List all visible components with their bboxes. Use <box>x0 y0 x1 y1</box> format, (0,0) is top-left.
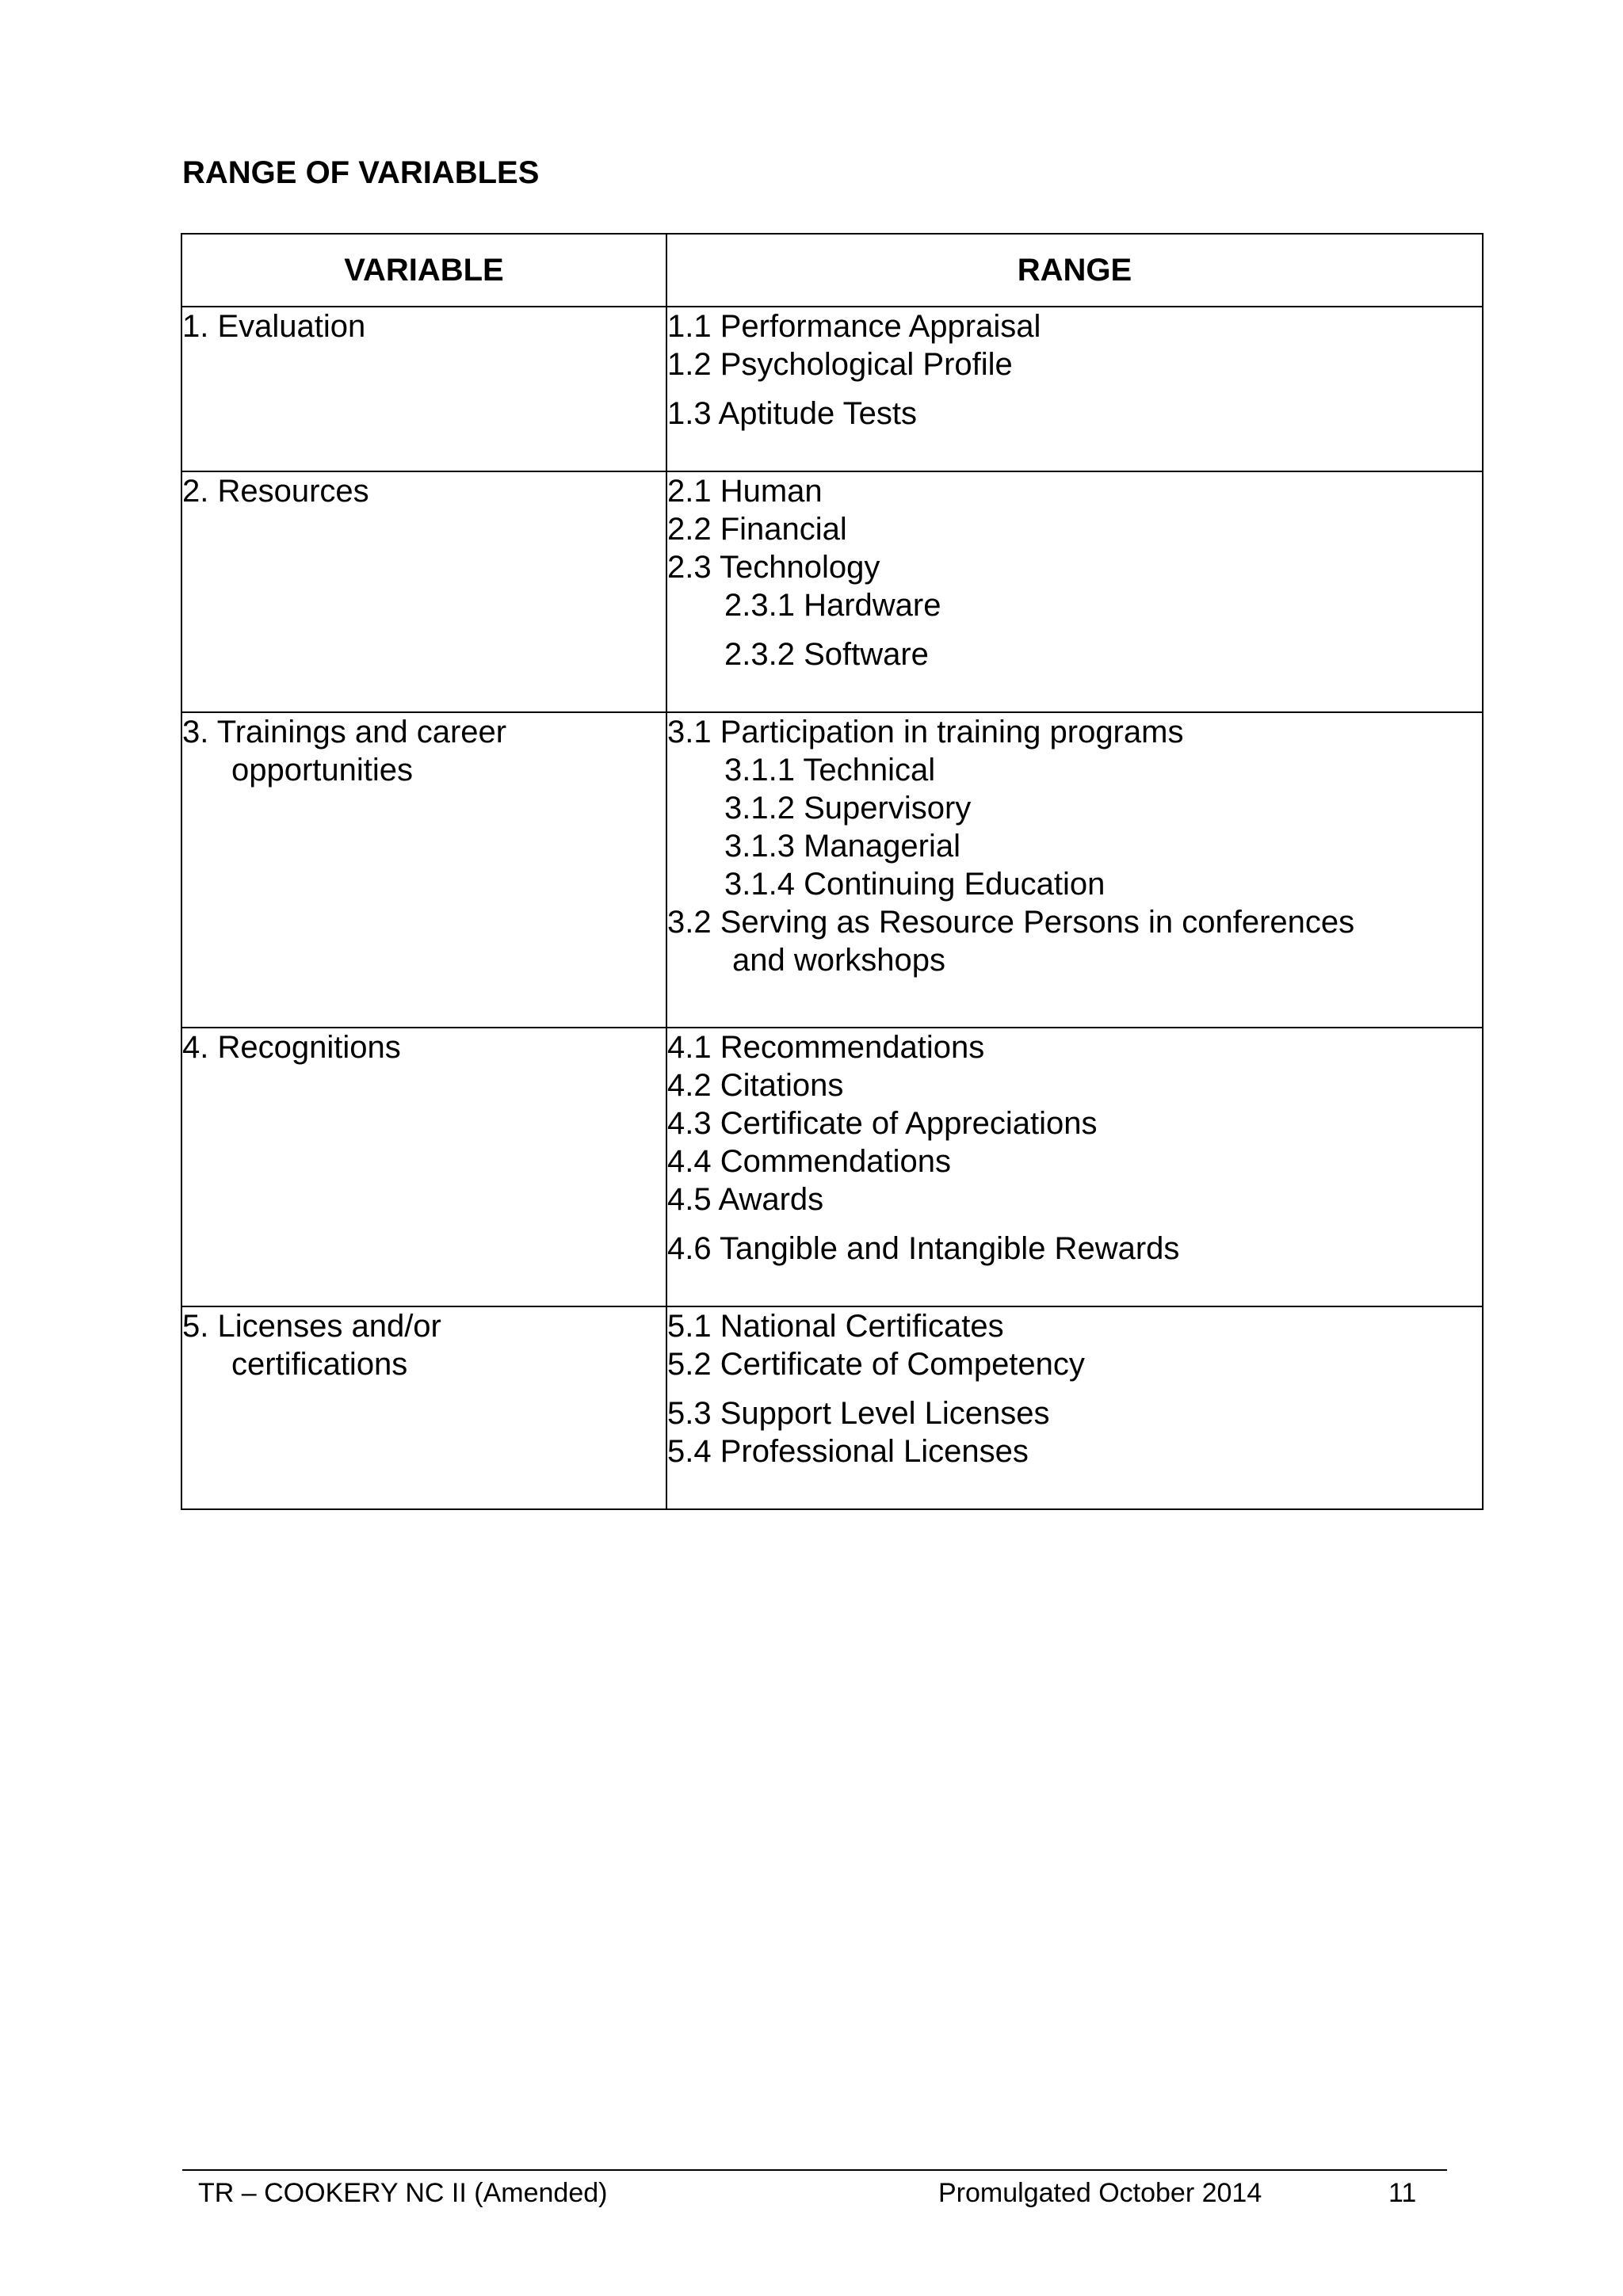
variable-label: 5. Licenses and/or <box>182 1309 441 1344</box>
variable-cell <box>181 471 666 712</box>
range-subitem: 3.1.4 Continuing Education <box>724 867 1106 902</box>
range-item: 2.1 Human <box>667 474 823 509</box>
section-heading: RANGE OF VARIABLES <box>182 155 540 190</box>
footer-page-number: 11 <box>1388 2178 1417 2208</box>
range-subitem: 3.1.3 Managerial <box>724 829 960 864</box>
variable-cell <box>181 307 666 471</box>
range-cell <box>666 471 1483 712</box>
range-item: 5.1 National Certificates <box>667 1309 1004 1344</box>
variable-cell <box>181 712 666 1028</box>
range-item-continuation: and workshops <box>732 943 946 978</box>
range-cell <box>666 307 1483 471</box>
range-subitem: 3.1.2 Supervisory <box>724 791 972 826</box>
range-item: 2.2 Financial <box>667 512 847 547</box>
range-item: 3.1 Participation in training programs <box>667 715 1184 749</box>
variable-label: 4. Recognitions <box>182 1030 401 1065</box>
table-row <box>181 1028 1483 1306</box>
range-subitem: 2.3.2 Software <box>724 637 929 672</box>
range-item: 5.2 Certificate of Competency <box>667 1347 1085 1382</box>
range-subitem: 2.3.1 Hardware <box>724 588 941 623</box>
range-item: 2.3 Technology <box>667 550 880 585</box>
variable-label-continuation: opportunities <box>231 753 414 788</box>
table-header-row <box>181 234 1483 307</box>
range-item: 5.4 Professional Licenses <box>667 1434 1029 1469</box>
table-row <box>181 307 1483 471</box>
variable-label: 3. Trainings and career <box>182 715 507 749</box>
range-cell <box>666 712 1483 1028</box>
range-item: 4.5 Awards <box>667 1182 824 1217</box>
variable-label: 2. Resources <box>182 474 369 509</box>
range-item: 4.3 Certificate of Appreciations <box>667 1106 1098 1141</box>
range-item: 4.1 Recommendations <box>667 1030 985 1065</box>
range-item: 4.2 Citations <box>667 1068 844 1103</box>
table-row <box>181 1306 1483 1509</box>
variable-label-continuation: certifications <box>231 1347 408 1382</box>
range-item: 1.2 Psychological Profile <box>667 347 1013 382</box>
table-row <box>181 712 1483 1028</box>
range-of-variables-table <box>181 233 1484 1510</box>
column-header-variable: VARIABLE <box>181 234 666 307</box>
footer-document-title: TR – COOKERY NC II (Amended) <box>198 2178 608 2208</box>
range-subitem: 3.1.1 Technical <box>724 753 936 788</box>
range-item: 4.4 Commendations <box>667 1144 951 1179</box>
table-row <box>181 471 1483 712</box>
range-item: 4.6 Tangible and Intangible Rewards <box>667 1231 1180 1266</box>
variable-cell <box>181 1028 666 1306</box>
variable-label: 1. Evaluation <box>182 309 366 344</box>
range-item: 3.2 Serving as Resource Persons in conferences <box>667 905 1355 940</box>
range-cell <box>666 1028 1483 1306</box>
column-header-range: RANGE <box>666 234 1483 307</box>
range-item: 5.3 Support Level Licenses <box>667 1396 1050 1431</box>
range-item: 1.3 Aptitude Tests <box>667 396 918 431</box>
footer-divider <box>182 2169 1447 2171</box>
range-cell <box>666 1306 1483 1509</box>
variable-cell <box>181 1306 666 1509</box>
footer-promulgation-date: Promulgated October 2014 <box>938 2178 1262 2208</box>
range-item: 1.1 Performance Appraisal <box>667 309 1041 344</box>
